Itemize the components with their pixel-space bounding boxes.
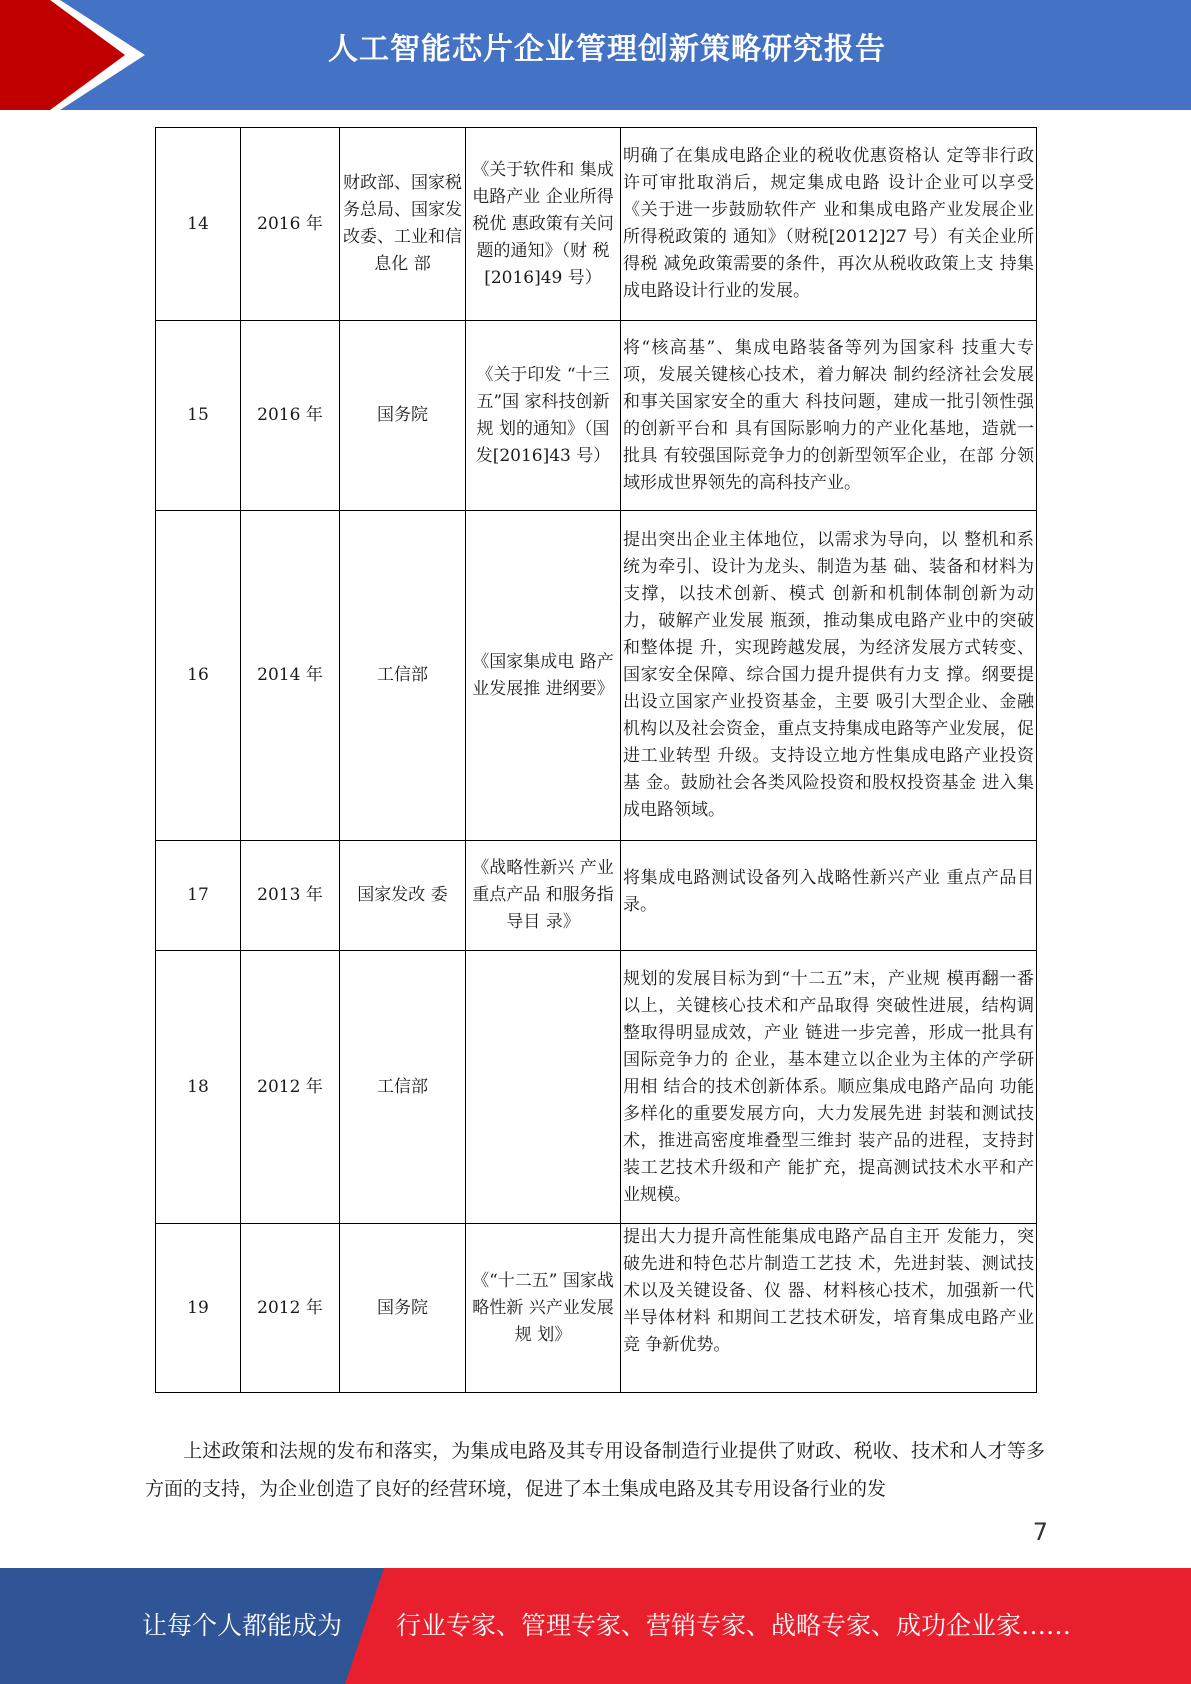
row-department: 工信部 [340,511,466,841]
row-number: 18 [156,951,241,1224]
table-row [156,321,1037,511]
row-document: 《国家集成电 路产业发展推 进纲要》 [466,511,621,841]
table-row [156,1224,1037,1393]
row-department: 国务院 [340,321,466,511]
row-number: 17 [156,841,241,951]
row-document [466,951,621,1224]
row-department: 财政部、国家税务总局、国家发改委、工业和信息化 部 [340,128,466,321]
row-year: 2016 年 [241,128,340,321]
row-year: 2014 年 [241,511,340,841]
row-description: 将集成电路测试设备列入战略性新兴产业 重点产品目录。 [621,841,1037,951]
row-department: 工信部 [340,951,466,1224]
page-footer [0,1568,1191,1684]
row-document: 《关于软件和 集成电路产业 企业所得税优 惠政策有关问 题的通知》（财 税[2016]49 号） [466,128,621,321]
row-document: 《“十二五” 国家战略性新 兴产业发展规 划》 [466,1224,621,1393]
row-description: 将“核高基”、集成电路装备等列为国家科 技重大专项，发展关键核心技术，着力解决 制约经济社会发展和事关国家安全的重大 科技问题，建成一批引领性强的创新平台和 具有国际影响力的产业化基地，造就一批具 有较强国际竞争力的创新型领军企业，在部 分领域形成世界领先的高科技产业。 [621,321,1037,511]
row-number: 19 [156,1224,241,1393]
row-number: 16 [156,511,241,841]
row-year: 2013 年 [241,841,340,951]
row-description: 提出大力提升高性能集成电路产品自主开 发能力，突破先进和特色芯片制造工艺技 术，先进封装、测试技术以及关键设备、仪 器、材料核心技术，加强新一代半导体材料 和期间工艺技术研发，培育集成电路产业竞 争新优势。 [621,1224,1037,1393]
footer-slogan-left: 让每个人都能成为 [142,1611,343,1640]
row-number: 15 [156,321,241,511]
table-row [156,128,1037,321]
row-year: 2012 年 [241,951,340,1224]
table-row [156,951,1037,1224]
row-department: 国务院 [340,1224,466,1393]
row-number: 14 [156,128,241,321]
row-description: 明确了在集成电路企业的税收优惠资格认 定等非行政许可审批取消后，规定集成电路 设计企业可以享受《关于进一步鼓励软件产 业和集成电路产业发展企业所得税政策的 通知》（财税[2012]27 号）有关企业所得税 减免政策需要的条件，再次从税收政策上支 持集成电路设计行业的发展。 [621,128,1037,321]
row-description: 规划的发展目标为到“十二五”末，产业规 模再翻一番以上，关键核心技术和产品取得 突破性进展，结构调整取得明显成效，产业 链进一步完善，形成一批具有国际竞争力的 企业，基本建立以企业为主体的产学研用相 结合的技术创新体系。顺应集成电路产品向 功能多样化的重要发展方向，大力发展先进 封装和测试技术，推进高密度堆叠型三维封 装产品的进程，支持封装工艺技术升级和产 能扩充，提高测试技术水平和产业规模。 [621,951,1037,1224]
report-title: 人工智能芯片企业管理创新策略研究报告 [328,32,886,67]
table-row [156,841,1037,951]
header-arrow-decoration [0,0,150,110]
row-year: 2012 年 [241,1224,340,1393]
policy-table [155,127,1037,1393]
page-number: 7 [1032,1518,1048,1546]
row-year: 2016 年 [241,321,340,511]
body-paragraph [145,1432,1045,1508]
footer-slogan-right: 行业专家、管理专家、营销专家、战略专家、成功企业家…… [396,1611,1072,1640]
table-row [156,511,1037,841]
row-document: 《关于印发 “十三五”国 家科技创新规 划的通知》（国 发[2016]43 号） [466,321,621,511]
page-header [0,0,1191,110]
row-document: 《战略性新兴 产业重点产品 和服务指导目 录》 [466,841,621,951]
paragraph-text: 上述政策和法规的发布和落实，为集成电路及其专用设备制造行业提供了财政、税收、技术和人才等多方面的支持，为企业创造了良好的经营环境，促进了本土集成电路及其专用设备行业的发 [145,1440,1045,1500]
row-department: 国家发改 委 [340,841,466,951]
row-description: 提出突出企业主体地位，以需求为导向，以 整机和系统为牵引、设计为龙头、制造为基 础、装备和材料为支撑，以技术创新、模式 创新和机制体制创新为动力，破解产业发展 瓶颈，推动集成电路产业中的突破和整体提 升，实现跨越发展，为经济发展方式转变、 国家安全保障、综合国力提升提供有力支 撑。纲要提出设立国家产业投资基金，主要 吸引大型企业、金融机构以及社会资金，重点支持集成电路等产业发展，促进工业转型 升级。支持设立地方性集成电路产业投资基 金。鼓励社会各类风险投资和股权投资基金 进入集成电路领域。 [621,511,1037,841]
